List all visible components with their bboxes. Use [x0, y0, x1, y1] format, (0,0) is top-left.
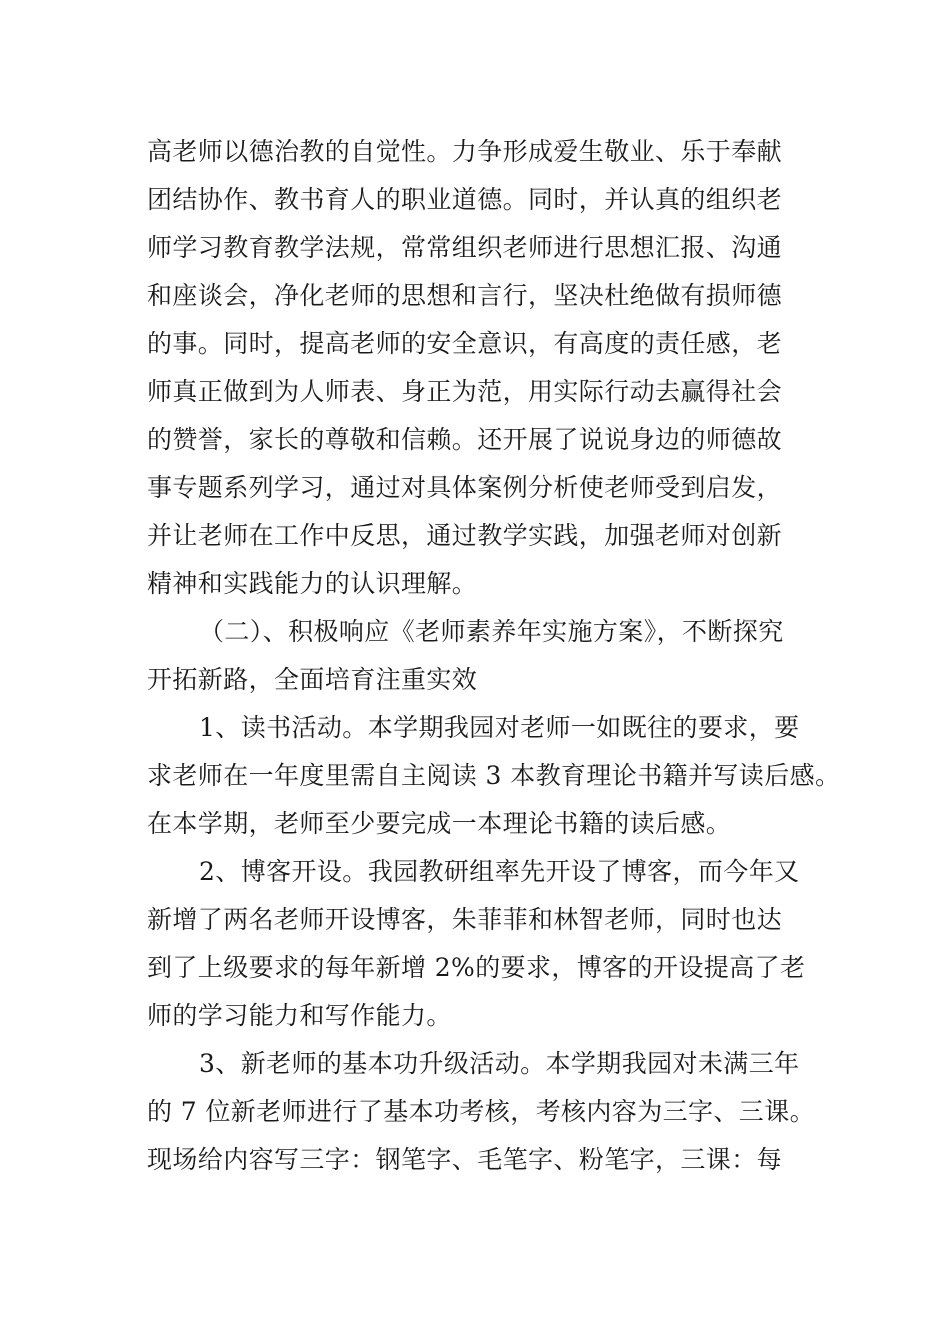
text-line: 的事。同时，提高老师的安全意识，有高度的责任感，老	[147, 329, 783, 358]
section-heading-continued: 开拓新路，全面培育注重实效	[147, 665, 478, 694]
text-line: 2、博客开设。我园教研组率先开设了博客，而今年又	[199, 857, 800, 886]
text-line: 师的学习能力和写作能力。	[147, 1001, 452, 1030]
text-line: 3、新老师的基本功升级活动。本学期我园对未满三年	[199, 1049, 800, 1078]
text-line: 团结协作、教书育人的职业道德。同时，并认真的组织老	[147, 185, 783, 214]
text-line: 现场给内容写三字：钢笔字、毛笔字、粉笔字，三课：每	[147, 1145, 783, 1174]
text-line: 的 7 位新老师进行了基本功考核，考核内容为三字、三课。	[147, 1097, 816, 1126]
text-line: 新增了两名老师开设博客，朱菲菲和林智老师，同时也达	[147, 905, 783, 934]
text-line: 师学习教育教学法规，常常组织老师进行思想汇报、沟通	[147, 233, 783, 262]
section-heading: （二）、积极响应《老师素养年实施方案》，不断探究	[199, 617, 784, 646]
text-line: 精神和实践能力的认识理解。	[147, 569, 478, 598]
text-line: 求老师在一年度里需自主阅读 3 本教育理论书籍并写读后感。	[147, 761, 841, 790]
text-line: 的赞誉，家长的尊敬和信赖。还开展了说说身边的师德故	[147, 425, 783, 454]
text-line: 并让老师在工作中反思，通过教学实践，加强老师对创新	[147, 521, 783, 550]
text-line: 在本学期，老师至少要完成一本理论书籍的读后感。	[147, 809, 732, 838]
document-body	[147, 128, 847, 1184]
text-line: 和座谈会，净化老师的思想和言行，坚决杜绝做有损师德	[147, 281, 783, 310]
text-line: 事专题系列学习，通过对具体案例分析使老师受到启发，	[147, 473, 783, 502]
text-line: 高老师以德治教的自觉性。力争形成爱生敬业、乐于奉献	[147, 137, 783, 166]
text-line: 1、读书活动。本学期我园对老师一如既往的要求，要	[199, 713, 800, 742]
text-line: 到了上级要求的每年新增 2%的要求，博客的开设提高了老	[147, 953, 806, 982]
text-line: 师真正做到为人师表、身正为范，用实际行动去赢得社会	[147, 377, 783, 406]
